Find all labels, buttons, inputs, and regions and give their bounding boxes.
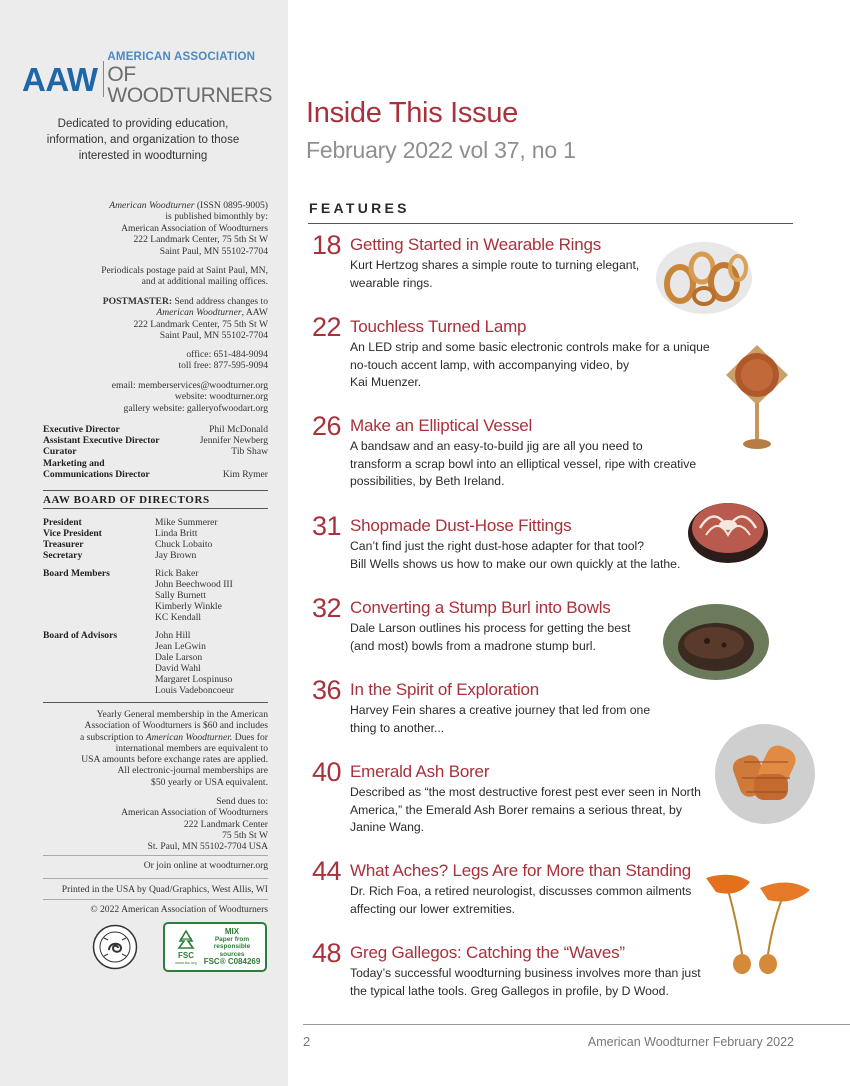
article-description: Harvey Fein shares a creative journey that led from one thing to another...: [350, 703, 651, 735]
page-title: Inside This Issue: [306, 97, 518, 129]
publication-info: American Woodturner (ISSN 0895-9005) is published bimonthly by: American Association of Woodturners 222 Landmark Center, 75 5th St W Saint Paul, MN 55102-7704: [109, 200, 268, 257]
advisors-list: Board of Advisors John Hill Jean LeGwin Dale Larson David Wahl Margaret Lospinuso Louis Vadeboncoeur: [43, 630, 234, 697]
fsc-tree-icon: [175, 929, 197, 951]
article-title[interactable]: Converting a Stump Burl into Bowls: [350, 598, 611, 617]
touchless-lamp-image[interactable]: [724, 343, 790, 455]
logo-line-1: AMERICAN ASSOCIATION: [107, 50, 256, 63]
article-title[interactable]: Shopmade Dust-Hose Fittings: [350, 516, 572, 535]
divider: [43, 899, 268, 900]
fsc-badge: [163, 922, 267, 972]
fsc-code: FSC® C084269: [203, 957, 261, 967]
certification-badges: [92, 922, 267, 972]
printed-info: Printed in the USA by Quad/Graphics, West Allis, WI: [61, 884, 268, 895]
article-page-number: 22: [312, 312, 342, 342]
join-online[interactable]: Or join online at woodturner.org: [143, 860, 268, 871]
article-page-number: 36: [312, 675, 342, 705]
features-heading: FEATURES: [309, 200, 410, 216]
elliptical-vessel-image[interactable]: [686, 495, 770, 567]
fsc-paper-line-1: Paper from: [214, 935, 250, 943]
article-description: Described as “the most destructive forest pest ever seen in North America,” the Emerald Ash Borer remains a serious threat, by Janine Wang.: [350, 785, 701, 834]
staff-row: Curator Tib Shaw: [43, 446, 268, 458]
postmaster-info: POSTMASTER: Send address changes to American Woodturner, AAW 222 Landmark Center, 75 5th St W Saint Paul, MN 55102-7704: [102, 296, 268, 342]
footer-divider: [303, 1024, 850, 1025]
logo-line-2: OF WOODTURNERS: [107, 63, 273, 108]
article-title[interactable]: Emerald Ash Borer: [350, 762, 490, 781]
officers-list: President Vice President Treasurer Secretary Mike Summerer Linda Britt Chuck Lobaito Jay Brown: [43, 517, 218, 562]
board-members-list: Board Members Rick Baker John Beechwood III Sally Burnett Kimberly Winkle KC Kendall: [43, 568, 233, 624]
article-page-number: 32: [312, 593, 342, 623]
gallery-link[interactable]: gallery website: galleryofwoodart.org: [123, 402, 268, 414]
article-page-number: 26: [312, 411, 342, 441]
fsc-logo-text: FSC: [178, 951, 194, 960]
article-title[interactable]: What Aches? Legs Are for More than Standing: [350, 861, 692, 880]
article-title[interactable]: Make an Elliptical Vessel: [350, 416, 533, 435]
office-phone: office: 651-484-9094: [186, 349, 268, 360]
divider: [43, 702, 268, 703]
article-page-number: 18: [312, 230, 342, 260]
article-description: A bandsaw and an easy-to-build jig are all you need to transform a scrap bowl into an elliptical vessel, ripe with creative possibilities, by Beth Ireland.: [350, 439, 697, 488]
copyright: © 2022 American Association of Woodturners: [90, 904, 268, 915]
leg-sculpture-image[interactable]: [702, 868, 814, 976]
article-description: Can’t find just the right dust-hose adapter for that tool? Bill Wells shows us how to make our own quickly at the lathe.: [350, 539, 681, 571]
aaw-logo[interactable]: [22, 50, 288, 108]
membership-info: Yearly General membership in the American Association of Woodturners is $60 and includes a subscription to American Woodturner. Dues for international members are equivalent to USA amounts before exchange rates are applied. All electronic-journal memberships are $50 yearly or USA equivalent.: [79, 709, 268, 788]
staff-row: Executive Director Phil McDonald: [43, 424, 268, 435]
divider: [43, 855, 268, 856]
contact-info: [28, 380, 268, 414]
staff-row: Communications Director Kim Rymer: [43, 468, 268, 480]
features-divider: [308, 223, 793, 224]
sidebar: [0, 0, 288, 1086]
article-description: Today’s successful woodturning business involves more than just the typical lathe tools. Greg Gallegos in profile, by D Wood.: [350, 966, 701, 998]
exploration-sculpture-image[interactable]: [714, 722, 816, 826]
website-link[interactable]: website: woodturner.org: [174, 391, 268, 403]
phone-info: [28, 349, 268, 372]
postage-info: Periodicals postage paid at Saint Paul, MN, and at additional mailing offices.: [101, 265, 268, 288]
article-description: Kurt Hertzog shares a simple route to turning elegant, wearable rings.: [350, 258, 640, 290]
board-heading: AAW BOARD OF DIRECTORS: [43, 490, 268, 509]
article-title[interactable]: Greg Gallegos: Catching the “Waves”: [350, 943, 625, 962]
article-page-number: 31: [312, 511, 342, 541]
page-number: 2: [303, 1034, 311, 1049]
wearable-rings-image[interactable]: [654, 238, 754, 318]
logo-abbr: AAW: [22, 60, 98, 98]
stump-burl-image[interactable]: [662, 603, 770, 681]
article-page-number: 40: [312, 757, 342, 787]
issue-subtitle: February 2022 vol 37, no 1: [306, 137, 576, 163]
article-page-number: 44: [312, 856, 342, 886]
article-page-number: 48: [312, 938, 342, 968]
fsc-paper-line-2: responsible sources: [213, 943, 251, 958]
staff-list: [43, 424, 268, 480]
article-description: An LED strip and some basic electronic controls make for a unique no-touch accent lamp, with accompanying video, by Kai Muenzer.: [350, 340, 710, 389]
divider: [43, 878, 268, 879]
fsc-mix: MIX: [224, 927, 240, 937]
article-description: Dr. Rich Foa, a retired neurologist, discusses common ailments affecting our lower extremities.: [350, 884, 692, 916]
tagline: Dedicated to providing education, information, and organization to those interested in woodturning: [46, 118, 240, 162]
footer-publication: American Woodturner February 2022: [587, 1035, 794, 1049]
recycle-seal-icon: [92, 924, 138, 970]
fsc-site: www.fsc.org: [175, 960, 197, 965]
article-description: Dale Larson outlines his process for getting the best (and most) bowls from a madrone stump burl.: [350, 621, 631, 653]
staff-row: Marketing and: [43, 457, 105, 469]
article-title[interactable]: In the Spirit of Exploration: [350, 680, 540, 699]
dues-address: Send dues to: American Association of Woodturners 222 Landmark Center 75 5th St W St. Paul, MN 55102-7704 USA: [121, 796, 268, 853]
article-title[interactable]: Touchless Turned Lamp: [350, 317, 527, 336]
email-link[interactable]: email: memberservices@woodturner.org: [111, 380, 268, 391]
logo-divider: [103, 61, 104, 97]
article-title[interactable]: Getting Started in Wearable Rings: [350, 235, 602, 254]
tollfree-phone: toll free: 877-595-9094: [178, 360, 268, 372]
staff-row: Assistant Executive Director Jennifer Newberg: [43, 435, 268, 447]
